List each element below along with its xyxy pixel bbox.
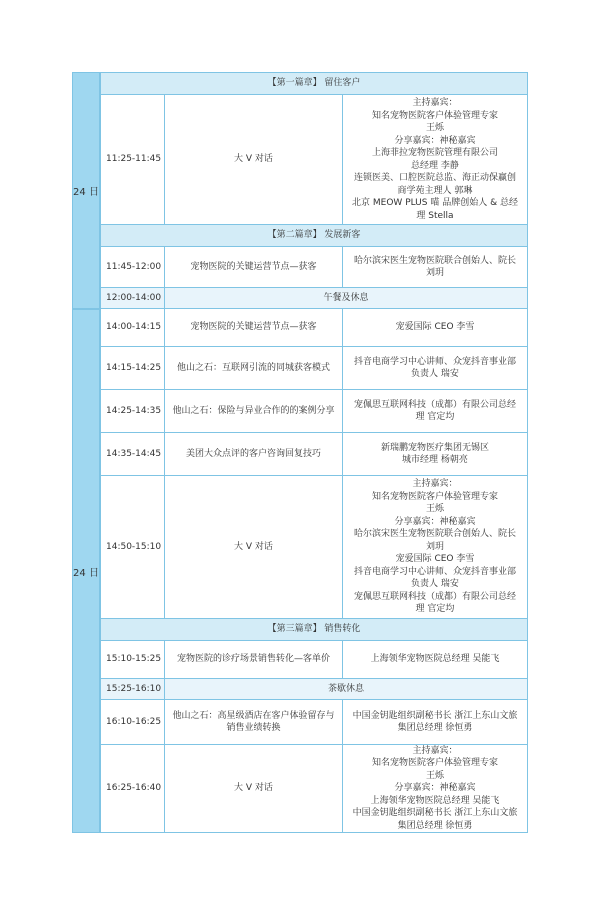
topic-cell	[165, 700, 343, 744]
speaker-cell	[343, 433, 527, 475]
speaker-line: 上海领华宠物医院总经理 吴能飞	[370, 795, 500, 806]
speaker-line: 集团总经理 徐恒勇	[397, 820, 473, 831]
speaker-line: 总经理 李静	[411, 160, 459, 171]
day-label	[72, 309, 100, 833]
time-cell: 14:00-14:15	[101, 309, 165, 346]
section-header	[100, 72, 528, 95]
table-row	[100, 247, 528, 288]
speaker-line: 中国金钥匙组织副秘书长 浙江上东山文旅	[352, 710, 518, 721]
topic-cell: 美团大众点评的客户咨询回复技巧	[165, 433, 343, 475]
speaker-line: 王烁	[425, 123, 444, 133]
speaker-line: 主持嘉宾：	[412, 98, 458, 108]
time-cell: 14:25-14:35	[101, 390, 165, 432]
time-cell: 14:15-14:25	[101, 347, 165, 389]
time-cell: 14:35-14:45	[101, 433, 165, 475]
speaker-cell	[343, 95, 527, 224]
speaker-line: 刘玥	[425, 268, 444, 278]
table-row	[100, 347, 528, 390]
topic-cell: 大 V 对话	[165, 745, 343, 832]
speaker-line: 抖音电商学习中心讲师、众宠抖音事业部	[353, 566, 516, 577]
speaker-line: 知名宠物医院客户体验管理专家	[371, 491, 498, 502]
speaker-line: 北京 MEOW PLUS 喵 品牌创始人 & 总经	[352, 198, 518, 208]
topic-cell: 大 V 对话	[165, 476, 343, 618]
time-cell: 14:50-15:10	[101, 476, 165, 618]
section-title: 【第二篇章】 发展新客	[267, 230, 361, 241]
table-row	[100, 390, 528, 433]
speaker-line: 分享嘉宾：神秘嘉宾	[394, 783, 476, 794]
speaker-cell	[343, 309, 527, 346]
speaker-line: 中国金钥匙组织副秘书长 浙江上东山文旅	[352, 808, 518, 819]
speaker-line: 王烁	[425, 770, 444, 781]
speaker-line: 王烁	[425, 504, 444, 515]
table-row	[100, 433, 528, 476]
speaker-line: 主持嘉宾：	[412, 479, 458, 490]
speaker-line: 商学苑主理人 郭琳	[397, 185, 473, 196]
speaker-line: 理 官定均	[415, 604, 455, 615]
table-row-break	[100, 679, 528, 700]
speaker-line: 抖音电商学习中心讲师、众宠抖音事业部	[353, 356, 516, 367]
speaker-line: 宠佩思互联网科技（成都）有限公司总经	[353, 591, 516, 602]
speaker-cell	[343, 700, 527, 744]
table-row	[100, 745, 528, 833]
speaker-cell	[343, 390, 527, 432]
time-cell: 11:25-11:45	[101, 95, 165, 224]
topic-cell: 宠物医院的诊疗场景销售转化—客单价	[165, 641, 343, 678]
topic-line: 销售业绩转换	[226, 723, 281, 733]
speaker-cell	[343, 745, 527, 832]
speaker-cell	[343, 641, 527, 678]
speaker-cell	[343, 347, 527, 389]
day-label-text: 24 日	[73, 567, 99, 579]
speaker-line: 主持嘉宾：	[412, 745, 458, 756]
section-header	[100, 619, 528, 641]
topic-cell: 宠物医院的关键运营节点—获客	[165, 309, 343, 346]
speaker-cell	[343, 247, 527, 287]
speaker-line: 理 官定均	[415, 412, 455, 422]
speaker-cell	[343, 476, 527, 618]
break-cell: 午餐及休息	[323, 292, 369, 303]
time-cell: 15:25-16:10	[101, 679, 165, 699]
table-row	[100, 95, 528, 225]
day-label-text: 24 日	[73, 187, 99, 198]
speaker-line: 分享嘉宾：神秘嘉宾	[394, 516, 476, 527]
speaker-line: 宠佩思互联网科技（成都）有限公司总经	[353, 399, 516, 410]
time-cell: 12:00-14:00	[101, 288, 165, 308]
speaker-line: 城市经理 杨朝亮	[402, 455, 468, 465]
time-cell: 11:45-12:00	[101, 247, 165, 287]
speaker-line: 宠爱国际 CEO 李雪	[395, 554, 475, 565]
topic-cell: 他山之石：保险与异业合作的的案例分享	[165, 390, 343, 432]
speaker-line: 哈尔滨宋医生宠物医院联合创始人、院长	[353, 529, 516, 540]
table-row	[100, 700, 528, 745]
table-row	[100, 641, 528, 679]
speaker-line: 新瑞鹏宠物医疗集团无锡区	[380, 442, 489, 453]
speaker-line: 连锁医美、口腔医院总监、海正动保赢创	[353, 173, 516, 183]
speaker-line: 分享嘉宾：神秘嘉宾	[394, 135, 476, 146]
speaker-line: 负责人 瑞安	[411, 369, 459, 379]
speaker-line: 知名宠物医院客户体验管理专家	[371, 110, 498, 121]
topic-line: 他山之石：高星级酒店在客户体验留存与	[172, 710, 335, 721]
speaker-line: 哈尔滨宋医生宠物医院联合创始人、院长	[353, 255, 516, 266]
time-cell: 16:25-16:40	[101, 745, 165, 832]
speaker-line: 上海领华宠物医院总经理 吴能飞	[370, 654, 500, 665]
speaker-line: 负责人 瑞安	[411, 579, 459, 590]
section-header	[100, 225, 528, 247]
time-cell: 15:10-15:25	[101, 641, 165, 678]
speaker-line: 集团总经理 徐恒勇	[397, 723, 473, 733]
table-row	[100, 476, 528, 619]
speaker-line: 理 Stella	[416, 210, 454, 221]
section-title: 【第一篇章】 留住客户	[267, 78, 361, 89]
break-cell: 茶歇休息	[327, 683, 364, 694]
topic-cell: 他山之石：互联网引流的同城获客模式	[165, 347, 343, 389]
topic-cell: 宠物医院的关键运营节点—获客	[165, 247, 343, 287]
speaker-line: 宠爱国际 CEO 李雪	[395, 322, 475, 333]
section-title: 【第三篇章】 销售转化	[267, 624, 361, 635]
table-row-break	[100, 288, 528, 309]
topic-cell: 大 V 对话	[165, 95, 343, 224]
table-row	[100, 309, 528, 347]
speaker-line: 上海菲拉宠物医院管理有限公司	[371, 148, 498, 158]
time-cell: 16:10-16:25	[101, 700, 165, 744]
day-label	[72, 72, 100, 309]
speaker-line: 刘玥	[425, 541, 444, 552]
speaker-line: 知名宠物医院客户体验管理专家	[371, 758, 498, 769]
